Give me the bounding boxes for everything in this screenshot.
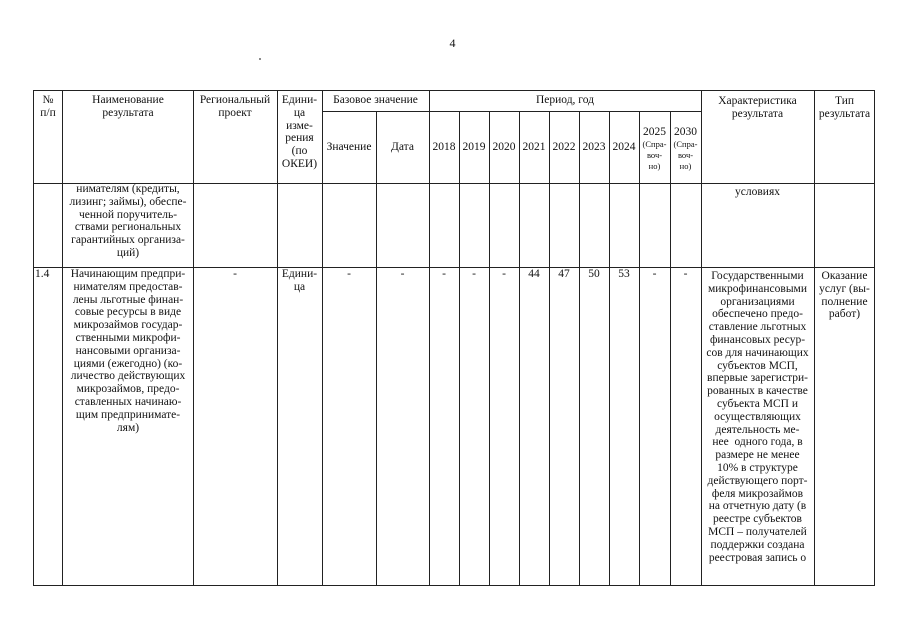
row-1-4-value-2024: 53 <box>618 268 630 280</box>
row-1-4-num: 1.4 <box>35 268 50 280</box>
header-base-date: Дата <box>391 141 414 153</box>
page-number: 4 <box>449 36 456 50</box>
header-year-2030: 2030 <box>674 126 697 138</box>
col-divider <box>814 90 815 585</box>
header-name: Наименование результата <box>92 94 164 119</box>
col-divider <box>519 111 520 585</box>
row-1-4-value-2020: - <box>502 268 506 280</box>
header-characteristic: Характеристика результата <box>718 95 797 120</box>
col-divider <box>609 111 610 585</box>
header-year-2021: 2021 <box>522 141 546 153</box>
col-divider <box>193 90 194 585</box>
col-divider <box>322 90 323 585</box>
header-year-2023: 2023 <box>582 141 606 153</box>
row-1-4-value-2021: 44 <box>528 268 540 280</box>
col-divider <box>579 111 580 585</box>
row-1-4-value-2022: 47 <box>558 268 570 280</box>
table-border-top <box>33 90 875 91</box>
scan-speck <box>259 58 261 60</box>
row-1-4-value-2023: 50 <box>588 268 600 280</box>
row-1-4-type: Оказание услуг (вы- полнение работ) <box>819 270 870 321</box>
col-divider <box>376 111 377 585</box>
row-1-4-characteristic: Государственными микрофинансовыми организациями обеспечено предо- ставление льготных финансовых ресур- сов для начинающих субъектов МСП, впервые зарегистри- рованных в качестве субъекта МСП и осуществляющих деятельность ме- нее одного года, в размере не менее 10% в структуре действующего порт- феля микрозаймов на отчетную дату (в реестре субъектов МСП – получателей поддержки создана реестровая запись о <box>706 270 809 564</box>
row-1-4-name: Начинающим предпри- нимателям предостав- лены льготные финан- совые ресурсы в виде микрозаймов государ- ственными микрофи- нансовыми организа- циями (ежегодно) (ко- личество действующих микрозаймов, предо- ставленных начинаю- щим предпринимате- лям) <box>70 268 186 434</box>
cont-row-characteristic: условиях <box>735 186 780 198</box>
header-year-2018: 2018 <box>432 141 456 153</box>
header-unit: Едини- ца изме- рения (по ОКЕИ) <box>281 94 318 170</box>
header-base: Базовое значение <box>333 94 418 106</box>
header-period: Период, год <box>535 94 595 106</box>
sub-header-line <box>322 111 701 112</box>
row-1-4-value-2019: - <box>472 268 476 280</box>
header-2030-ref-note: (Спра- воч- но) <box>673 139 698 171</box>
col-divider <box>459 111 460 585</box>
header-year-2019: 2019 <box>462 141 486 153</box>
cont-row-name: нимателям (кредиты, лизинг; займы), обеспе- ченной поручитель- ствами региональных гарантийных организа- ций) <box>69 183 187 259</box>
col-divider <box>670 111 671 585</box>
row-1-4-base-date: - <box>400 268 405 280</box>
header-year-2022: 2022 <box>552 141 576 153</box>
row-1-4-project: - <box>233 268 237 280</box>
row-1-4-value-2025: - <box>652 268 657 280</box>
header-base-value: Значение <box>326 141 372 153</box>
row-1-4-value-2018: - <box>442 268 446 280</box>
header-num: № п/п <box>40 94 56 119</box>
row-1-4-base-value: - <box>347 268 351 280</box>
table-border-left <box>33 90 34 585</box>
col-divider <box>429 90 430 585</box>
header-type: Тип результата <box>818 95 871 120</box>
row-1-4-unit: Едини- ца <box>281 268 318 293</box>
header-project: Региональный проект <box>199 94 271 119</box>
col-divider <box>549 111 550 585</box>
header-2025-ref-note: (Спра- воч- но) <box>642 139 667 171</box>
col-divider <box>489 111 490 585</box>
header-year-2020: 2020 <box>492 141 516 153</box>
results-table <box>33 90 875 585</box>
table-border-bottom <box>33 585 875 586</box>
table-border-right <box>874 90 875 585</box>
col-divider <box>639 111 640 585</box>
header-year-2025: 2025 <box>643 126 666 138</box>
header-year-2024: 2024 <box>612 141 636 153</box>
row-1-4-value-2030: - <box>683 268 688 280</box>
